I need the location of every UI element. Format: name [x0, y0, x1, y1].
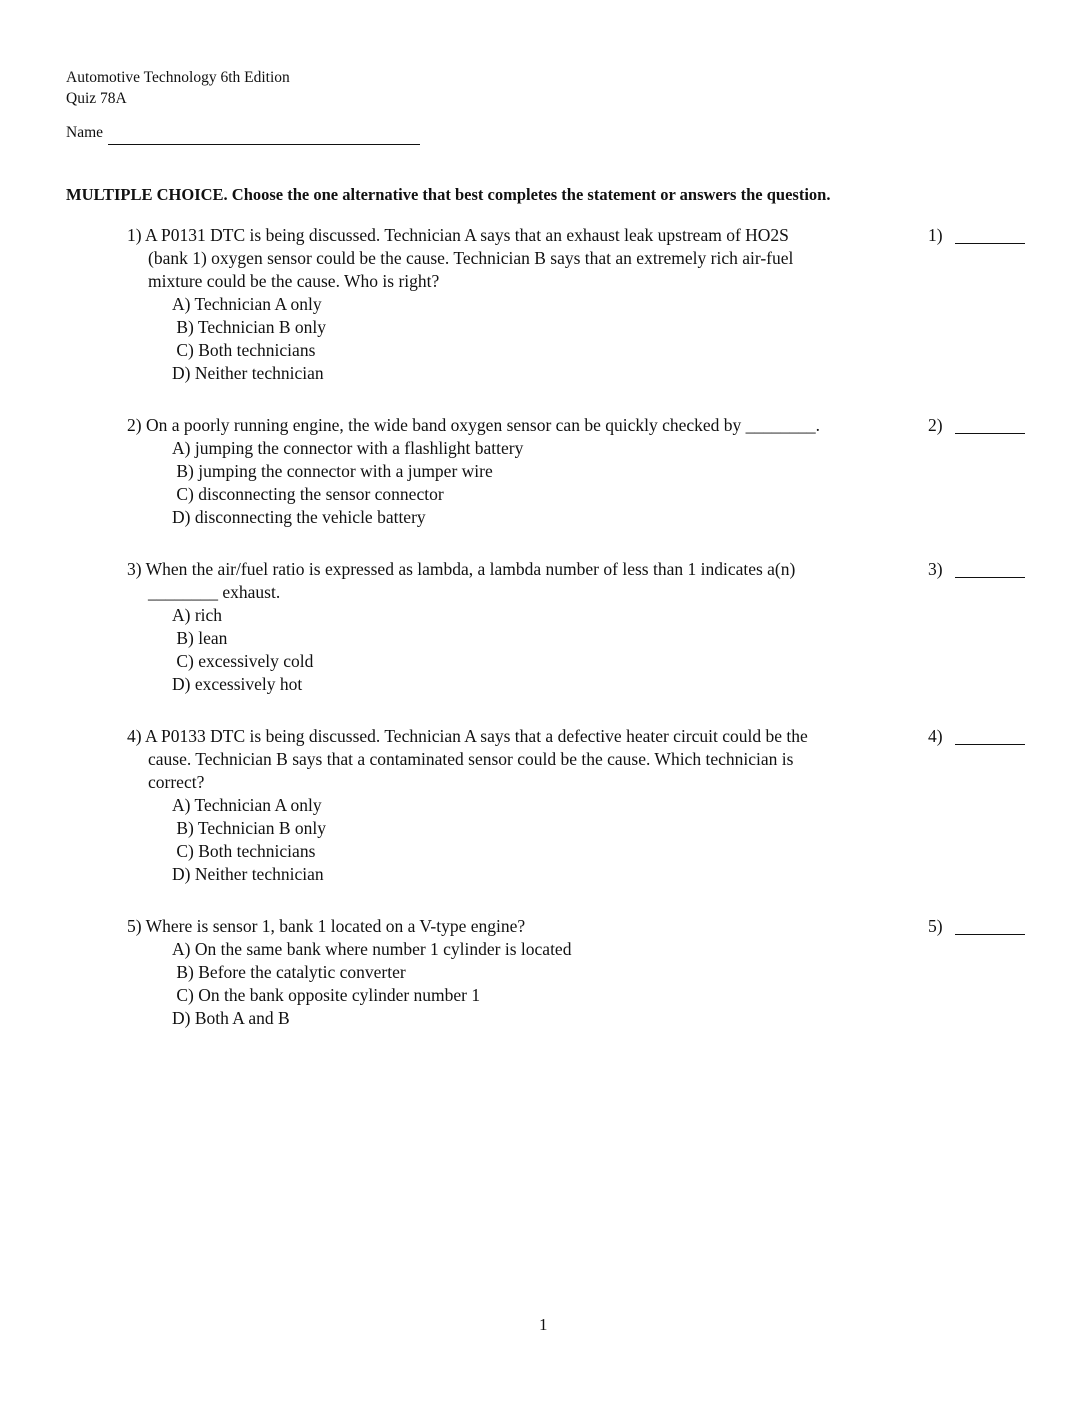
question-3 [127, 558, 1087, 696]
answer-option: C) Both technicians [172, 340, 316, 360]
answer-option: D) disconnecting the vehicle battery [172, 507, 426, 527]
question-5 [127, 915, 1087, 1030]
answer-blank[interactable] [955, 744, 1025, 745]
question-text: 1) A P0131 DTC is being discussed. Technician A says that an exhaust leak upstream of HO2S [127, 225, 789, 245]
answer-option: B) Technician B only [172, 317, 326, 337]
answer-option: D) Both A and B [172, 1008, 290, 1028]
answer-option: B) lean [172, 628, 228, 648]
answer-option: A) jumping the connector with a flashlight battery [172, 438, 524, 458]
answer-option: C) excessively cold [172, 651, 314, 671]
question-text: correct? [148, 772, 205, 792]
answer-option: C) Both technicians [172, 841, 316, 861]
instructions: MULTIPLE CHOICE. Choose the one alternative that best completes the statement or answers the question. [66, 185, 831, 204]
answer-number: 4) [928, 726, 943, 746]
answer-number: 3) [928, 559, 943, 579]
answer-option: A) On the same bank where number 1 cylinder is located [172, 939, 572, 959]
answer-option: B) Technician B only [172, 818, 326, 838]
name-label: Name [66, 124, 104, 141]
answer-option: D) Neither technician [172, 864, 324, 884]
question-text: mixture could be the cause. Who is right? [148, 271, 440, 291]
answer-number: 1) [928, 225, 943, 245]
answer-option: A) Technician A only [172, 795, 322, 815]
question-text: 3) When the air/fuel ratio is expressed as lambda, a lambda number of less than 1 indicates a(n) [127, 559, 796, 579]
answer-option: A) Technician A only [172, 294, 322, 314]
answer-blank[interactable] [955, 934, 1025, 935]
answer-blank[interactable] [955, 577, 1025, 578]
question-1 [127, 224, 1087, 385]
answer-number: 2) [928, 415, 943, 435]
question-text: cause. Technician B says that a contaminated sensor could be the cause. Which technician is [148, 749, 794, 769]
question-text: 2) On a poorly running engine, the wide band oxygen sensor can be quickly checked by ________. [127, 415, 821, 435]
answer-option: B) jumping the connector with a jumper wire [172, 461, 493, 481]
quiz-title: Quiz 78A [66, 90, 127, 107]
question-text: ________ exhaust. [148, 582, 281, 602]
answer-blank[interactable] [955, 243, 1025, 244]
answer-option: C) On the bank opposite cylinder number 1 [172, 985, 481, 1005]
answer-option: B) Before the catalytic converter [172, 962, 406, 982]
book-title: Automotive Technology 6th Edition [66, 69, 290, 86]
question-text: 5) Where is sensor 1, bank 1 located on a V-type engine? [127, 916, 526, 936]
answer-option: A) rich [172, 605, 223, 625]
question-text: (bank 1) oxygen sensor could be the cause. Technician B says that an extremely rich air-fuel [148, 248, 794, 268]
answer-option: C) disconnecting the sensor connector [172, 484, 444, 504]
question-2 [127, 414, 1087, 529]
answer-option: D) Neither technician [172, 363, 324, 383]
question-text: 4) A P0133 DTC is being discussed. Technician A says that a defective heater circuit could be the [127, 726, 808, 746]
name-blank[interactable] [108, 144, 420, 145]
answer-blank[interactable] [955, 433, 1025, 434]
answer-number: 5) [928, 916, 943, 936]
question-4 [127, 725, 1087, 886]
answer-option: D) excessively hot [172, 674, 303, 694]
page-number: 1 [539, 1315, 548, 1334]
